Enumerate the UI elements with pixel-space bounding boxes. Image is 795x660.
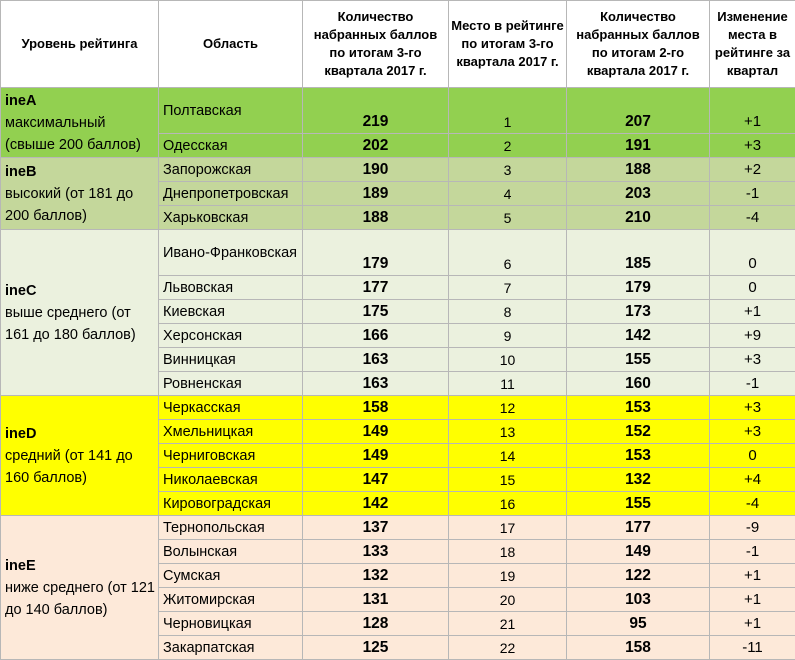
score-q3-cell: 166 <box>303 324 449 348</box>
change-cell: 0 <box>710 276 795 300</box>
region-cell: Житомирская <box>159 588 303 612</box>
change-cell: +2 <box>710 158 795 182</box>
header-change: Изменение места в рейтинге за квартал <box>710 1 795 88</box>
place-q3-cell: 6 <box>449 230 567 276</box>
place-q3-cell: 4 <box>449 182 567 206</box>
region-cell: Херсонская <box>159 324 303 348</box>
region-cell: Черновицкая <box>159 612 303 636</box>
score-q2-cell: 210 <box>567 206 710 230</box>
region-cell: Ивано-Франковская <box>159 230 303 276</box>
score-q3-cell: 131 <box>303 588 449 612</box>
change-cell: +3 <box>710 396 795 420</box>
rating-level-cell <box>1 158 159 230</box>
table-body <box>1 88 795 660</box>
score-q2-cell: 103 <box>567 588 710 612</box>
rating-level-name: ineD <box>5 423 158 445</box>
change-cell: -1 <box>710 182 795 206</box>
region-cell: Запорожская <box>159 158 303 182</box>
score-q3-cell: 177 <box>303 276 449 300</box>
place-q3-cell: 8 <box>449 300 567 324</box>
rating-level-cell <box>1 88 159 158</box>
place-q3-cell: 5 <box>449 206 567 230</box>
header-place-q3: Место в рейтинге по итогам 3-го квартала 2017 г. <box>449 1 567 88</box>
change-cell: +1 <box>710 564 795 588</box>
change-cell: +1 <box>710 612 795 636</box>
change-cell: +1 <box>710 588 795 612</box>
score-q3-cell: 163 <box>303 372 449 396</box>
score-q3-cell: 188 <box>303 206 449 230</box>
change-cell: +3 <box>710 348 795 372</box>
place-q3-cell: 7 <box>449 276 567 300</box>
rating-level-name: ineC <box>5 280 158 302</box>
rating-level-description: максимальный (свыше 200 баллов) <box>5 112 158 156</box>
region-cell: Хмельницкая <box>159 420 303 444</box>
change-cell: -4 <box>710 492 795 516</box>
rating-level-name: ineA <box>5 90 158 112</box>
region-cell: Одесская <box>159 134 303 158</box>
score-q3-cell: 137 <box>303 516 449 540</box>
place-q3-cell: 10 <box>449 348 567 372</box>
score-q2-cell: 155 <box>567 348 710 372</box>
table-row <box>1 516 795 540</box>
region-cell: Сумская <box>159 564 303 588</box>
place-q3-cell: 9 <box>449 324 567 348</box>
score-q3-cell: 125 <box>303 636 449 660</box>
score-q3-cell: 163 <box>303 348 449 372</box>
score-q3-cell: 219 <box>303 88 449 134</box>
score-q3-cell: 128 <box>303 612 449 636</box>
region-cell: Черкасская <box>159 396 303 420</box>
table-row <box>1 158 795 182</box>
change-cell: +1 <box>710 88 795 134</box>
change-cell: -4 <box>710 206 795 230</box>
place-q3-cell: 19 <box>449 564 567 588</box>
place-q3-cell: 2 <box>449 134 567 158</box>
place-q3-cell: 13 <box>449 420 567 444</box>
change-cell: -11 <box>710 636 795 660</box>
region-cell: Харьковская <box>159 206 303 230</box>
score-q2-cell: 132 <box>567 468 710 492</box>
region-cell: Львовская <box>159 276 303 300</box>
region-cell: Закарпатская <box>159 636 303 660</box>
score-q2-cell: 160 <box>567 372 710 396</box>
score-q2-cell: 142 <box>567 324 710 348</box>
score-q2-cell: 203 <box>567 182 710 206</box>
rating-level-description: высокий (от 181 до 200 баллов) <box>5 183 158 227</box>
rating-level-name: ineB <box>5 161 158 183</box>
rating-level-description: выше среднего (от 161 до 180 баллов) <box>5 302 158 346</box>
place-q3-cell: 3 <box>449 158 567 182</box>
score-q2-cell: 149 <box>567 540 710 564</box>
header-score-q3: Количество набранных баллов по итогам 3-го квартала 2017 г. <box>303 1 449 88</box>
region-cell: Днепропетровская <box>159 182 303 206</box>
score-q3-cell: 158 <box>303 396 449 420</box>
change-cell: +3 <box>710 134 795 158</box>
place-q3-cell: 22 <box>449 636 567 660</box>
region-cell: Ровненская <box>159 372 303 396</box>
score-q2-cell: 173 <box>567 300 710 324</box>
region-cell: Полтавская <box>159 88 303 134</box>
score-q2-cell: 177 <box>567 516 710 540</box>
rating-level-description: ниже среднего (от 121 до 140 баллов) <box>5 577 158 621</box>
place-q3-cell: 15 <box>449 468 567 492</box>
place-q3-cell: 16 <box>449 492 567 516</box>
score-q3-cell: 149 <box>303 420 449 444</box>
change-cell: +4 <box>710 468 795 492</box>
score-q3-cell: 133 <box>303 540 449 564</box>
place-q3-cell: 1 <box>449 88 567 134</box>
score-q3-cell: 179 <box>303 230 449 276</box>
score-q2-cell: 122 <box>567 564 710 588</box>
score-q3-cell: 149 <box>303 444 449 468</box>
score-q3-cell: 189 <box>303 182 449 206</box>
score-q3-cell: 190 <box>303 158 449 182</box>
score-q2-cell: 158 <box>567 636 710 660</box>
change-cell: 0 <box>710 230 795 276</box>
region-cell: Кировоградская <box>159 492 303 516</box>
score-q3-cell: 132 <box>303 564 449 588</box>
rating-level-name: ineE <box>5 555 158 577</box>
rating-level-cell <box>1 516 159 660</box>
place-q3-cell: 12 <box>449 396 567 420</box>
change-cell: +9 <box>710 324 795 348</box>
region-cell: Винницкая <box>159 348 303 372</box>
place-q3-cell: 20 <box>449 588 567 612</box>
score-q2-cell: 179 <box>567 276 710 300</box>
score-q2-cell: 153 <box>567 444 710 468</box>
score-q2-cell: 188 <box>567 158 710 182</box>
rating-level-cell <box>1 230 159 396</box>
place-q3-cell: 18 <box>449 540 567 564</box>
header-score-q2: Количество набранных баллов по итогам 2-го квартала 2017 г. <box>567 1 710 88</box>
score-q3-cell: 147 <box>303 468 449 492</box>
place-q3-cell: 14 <box>449 444 567 468</box>
change-cell: +3 <box>710 420 795 444</box>
place-q3-cell: 21 <box>449 612 567 636</box>
table-row <box>1 88 795 134</box>
score-q2-cell: 191 <box>567 134 710 158</box>
change-cell: -1 <box>710 372 795 396</box>
header-row <box>1 1 795 88</box>
region-cell: Киевская <box>159 300 303 324</box>
score-q2-cell: 152 <box>567 420 710 444</box>
change-cell: -1 <box>710 540 795 564</box>
rating-level-cell <box>1 396 159 516</box>
region-cell: Черниговская <box>159 444 303 468</box>
score-q3-cell: 142 <box>303 492 449 516</box>
region-cell: Тернопольская <box>159 516 303 540</box>
table-row <box>1 230 795 276</box>
rating-level-description: средний (от 141 до 160 баллов) <box>5 445 158 489</box>
score-q2-cell: 185 <box>567 230 710 276</box>
place-q3-cell: 11 <box>449 372 567 396</box>
change-cell: -9 <box>710 516 795 540</box>
header-level: Уровень рейтинга <box>1 1 159 88</box>
header-region: Область <box>159 1 303 88</box>
place-q3-cell: 17 <box>449 516 567 540</box>
region-cell: Волынская <box>159 540 303 564</box>
score-q2-cell: 153 <box>567 396 710 420</box>
score-q2-cell: 155 <box>567 492 710 516</box>
score-q2-cell: 95 <box>567 612 710 636</box>
table-row <box>1 396 795 420</box>
score-q3-cell: 175 <box>303 300 449 324</box>
change-cell: +1 <box>710 300 795 324</box>
change-cell: 0 <box>710 444 795 468</box>
region-cell: Николаевская <box>159 468 303 492</box>
score-q2-cell: 207 <box>567 88 710 134</box>
score-q3-cell: 202 <box>303 134 449 158</box>
